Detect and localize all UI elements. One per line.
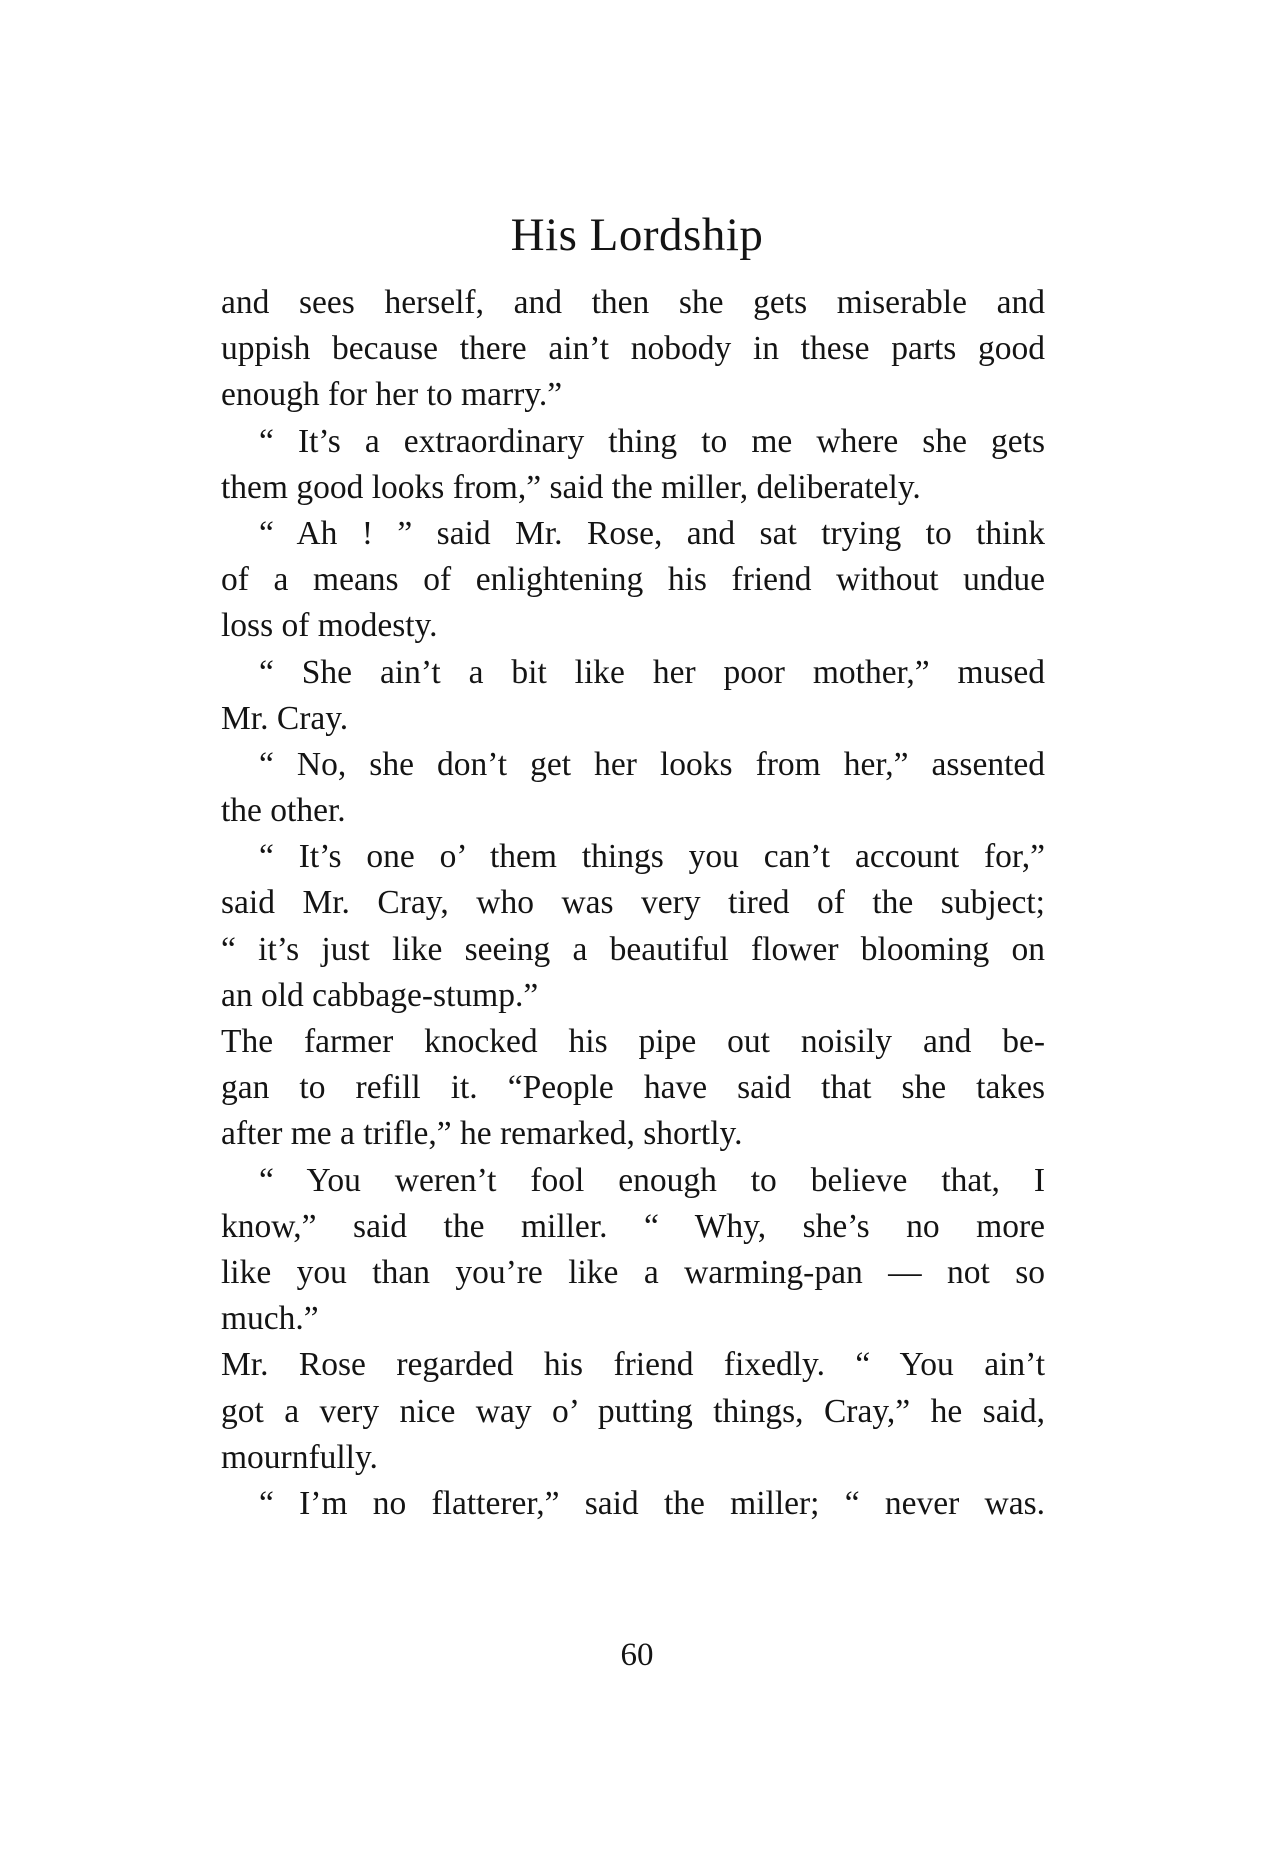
text-line: The farmer knocked his pipe out noisily and be- <box>221 1023 1045 1060</box>
text-line: the other. <box>221 792 346 830</box>
text-line: “ You weren’t fool enough to believe that, I <box>259 1161 1045 1199</box>
text-line: them good looks from,” said the miller, deliberately. <box>221 468 921 506</box>
text-line: much.” <box>221 1300 319 1338</box>
text-line: of a means of enlightening his friend without undue <box>221 561 1045 599</box>
text-line: “ it’s just like seeing a beautiful flower blooming on <box>221 930 1045 968</box>
text-line: “ No, she don’t get her looks from her,” assented <box>259 745 1045 783</box>
text-line: know,” said the miller. “ Why, she’s no more <box>221 1207 1045 1245</box>
text-line: “ Ah ! ” said Mr. Rose, and sat trying to think <box>259 514 1045 552</box>
text-line: gan to refill it. “People have said that she takes <box>221 1069 1045 1107</box>
text-line: “ It’s a extraordinary thing to me where she gets <box>259 422 1045 460</box>
text-line: mournfully. <box>221 1438 378 1476</box>
text-line: after me a trifle,” he remarked, shortly. <box>221 1115 743 1153</box>
text-line: uppish because there ain’t nobody in these parts good <box>221 330 1045 368</box>
text-line: “ She ain’t a bit like her poor mother,” mused <box>259 653 1045 691</box>
text-line: loss of modesty. <box>221 607 438 645</box>
text-line: an old cabbage-stump.” <box>221 976 539 1014</box>
text-line: got a very nice way o’ putting things, Cray,” he said, <box>221 1392 1045 1430</box>
text-line: “ It’s one o’ them things you can’t account for,” <box>259 838 1045 876</box>
text-line: Mr. Cray. <box>221 699 349 737</box>
text-line: Mr. Rose regarded his friend fixedly. “ You ain’t <box>221 1346 1045 1384</box>
body-text <box>221 280 1045 1527</box>
page-number: 60 <box>620 1637 654 1673</box>
text-line: enough for her to marry.” <box>221 376 563 414</box>
text-line: said Mr. Cray, who was very tired of the subject; <box>221 884 1045 922</box>
text-line: “ I’m no flatterer,” said the miller; “ never was. <box>259 1484 1045 1522</box>
text-line: like you than you’re like a warming-pan — not so <box>221 1253 1045 1291</box>
running-title: His Lordship <box>510 209 764 261</box>
text-line: and sees herself, and then she gets miserable and <box>221 284 1045 321</box>
